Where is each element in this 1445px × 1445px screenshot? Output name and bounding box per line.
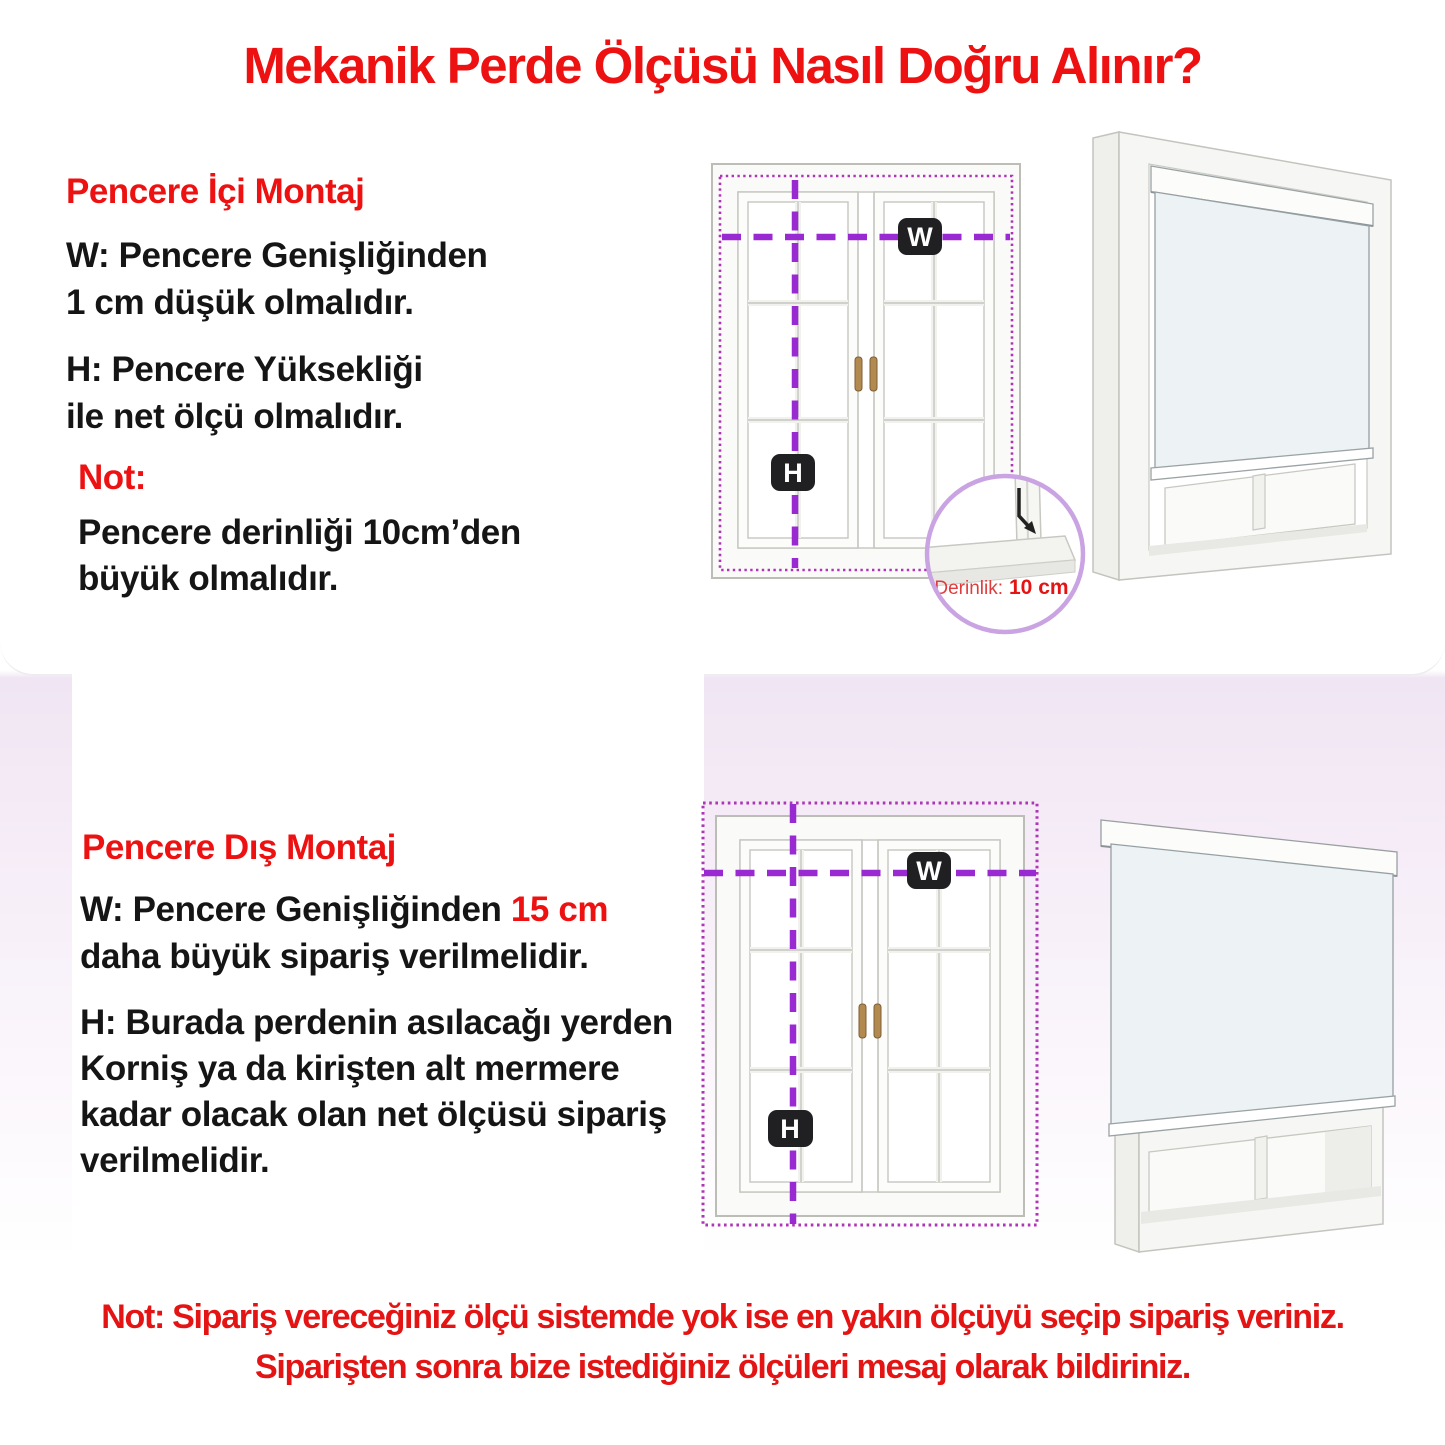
section-inside-note-text bbox=[78, 510, 521, 602]
height-badge-label: H bbox=[780, 1114, 800, 1144]
roller-shade bbox=[1155, 192, 1369, 470]
page-title: Mekanik Perde Ölçüsü Nasıl Doğru Alınır? bbox=[243, 37, 1202, 94]
width-rule-line2: 1 cm düşük olmalıdır. bbox=[66, 283, 414, 322]
section-inside-width-text bbox=[66, 232, 488, 326]
recess-shadow bbox=[1325, 1126, 1371, 1194]
height-rule-line4: verilmelidir. bbox=[80, 1141, 270, 1180]
footer-note bbox=[0, 1292, 1445, 1392]
width-badge bbox=[898, 218, 942, 255]
lower-window-mullion bbox=[1255, 1136, 1267, 1200]
door-handle bbox=[855, 357, 862, 391]
height-rule-line2: Korniş ya da kirişten alt mermere bbox=[80, 1049, 620, 1088]
depth-label: Derinlik: bbox=[934, 578, 1003, 599]
footer-line1: Not: Sipariş vereceğiniz ölçü sistemde yok ise en yakın ölçüyü seçip sipariş veriniz. bbox=[101, 1298, 1344, 1336]
roller-blind-inside-diagram bbox=[1085, 122, 1405, 590]
window-outside-diagram bbox=[696, 796, 1044, 1232]
roller-shade bbox=[1111, 844, 1393, 1126]
width-badge-label: W bbox=[916, 856, 942, 886]
width-rule-line1: W: Pencere Genişliğinden bbox=[66, 236, 488, 275]
section-outside-width-text bbox=[80, 886, 608, 980]
door-handle bbox=[874, 1004, 881, 1038]
width-badge bbox=[907, 852, 951, 889]
width-rule-line2: daha büyük sipariş verilmelidir. bbox=[80, 937, 589, 976]
height-badge bbox=[771, 454, 815, 491]
section-outside-height-text bbox=[80, 1000, 673, 1184]
height-rule-line1: H: Pencere Yüksekliği bbox=[66, 350, 423, 389]
door-handle bbox=[859, 1004, 866, 1038]
height-badge-label: H bbox=[783, 458, 803, 488]
depth-value: 10 cm bbox=[1009, 576, 1069, 599]
section-outside-heading: Pencere Dış Montaj bbox=[82, 828, 396, 867]
recess-left-face bbox=[1093, 132, 1119, 580]
depth-detail-magnifier bbox=[915, 468, 1095, 646]
window-right-panel bbox=[878, 840, 1000, 1192]
height-rule-line1: H: Burada perdenin asılacağı yerden bbox=[80, 1003, 673, 1042]
roller-blind-outside-diagram bbox=[1085, 800, 1405, 1270]
width-badge-label: W bbox=[907, 222, 933, 252]
height-rule-line3: kadar olacak olan net ölçüsü sipariş bbox=[80, 1095, 667, 1134]
section-inside-heading: Pencere İçi Montaj bbox=[66, 172, 365, 211]
section-inside-height-text bbox=[66, 346, 423, 440]
width-rule-highlight: 15 cm bbox=[510, 890, 609, 929]
note-line2: büyük olmalıdır. bbox=[78, 559, 339, 598]
width-rule-prefix: W: Pencere Genişliğinden bbox=[80, 890, 511, 929]
note-label: Not: bbox=[78, 458, 146, 497]
lower-window-mullion bbox=[1253, 474, 1265, 530]
door-handle bbox=[870, 357, 877, 391]
footer-line2: Siparişten sonra bize istediğiniz ölçüleri mesaj olarak bildiriniz. bbox=[254, 1348, 1191, 1386]
width-rule-line1 bbox=[80, 886, 608, 933]
height-rule-line2: ile net ölçü olmalıdır. bbox=[66, 397, 403, 436]
note-line1: Pencere derinliği 10cm’den bbox=[78, 513, 521, 552]
height-badge bbox=[768, 1110, 813, 1147]
